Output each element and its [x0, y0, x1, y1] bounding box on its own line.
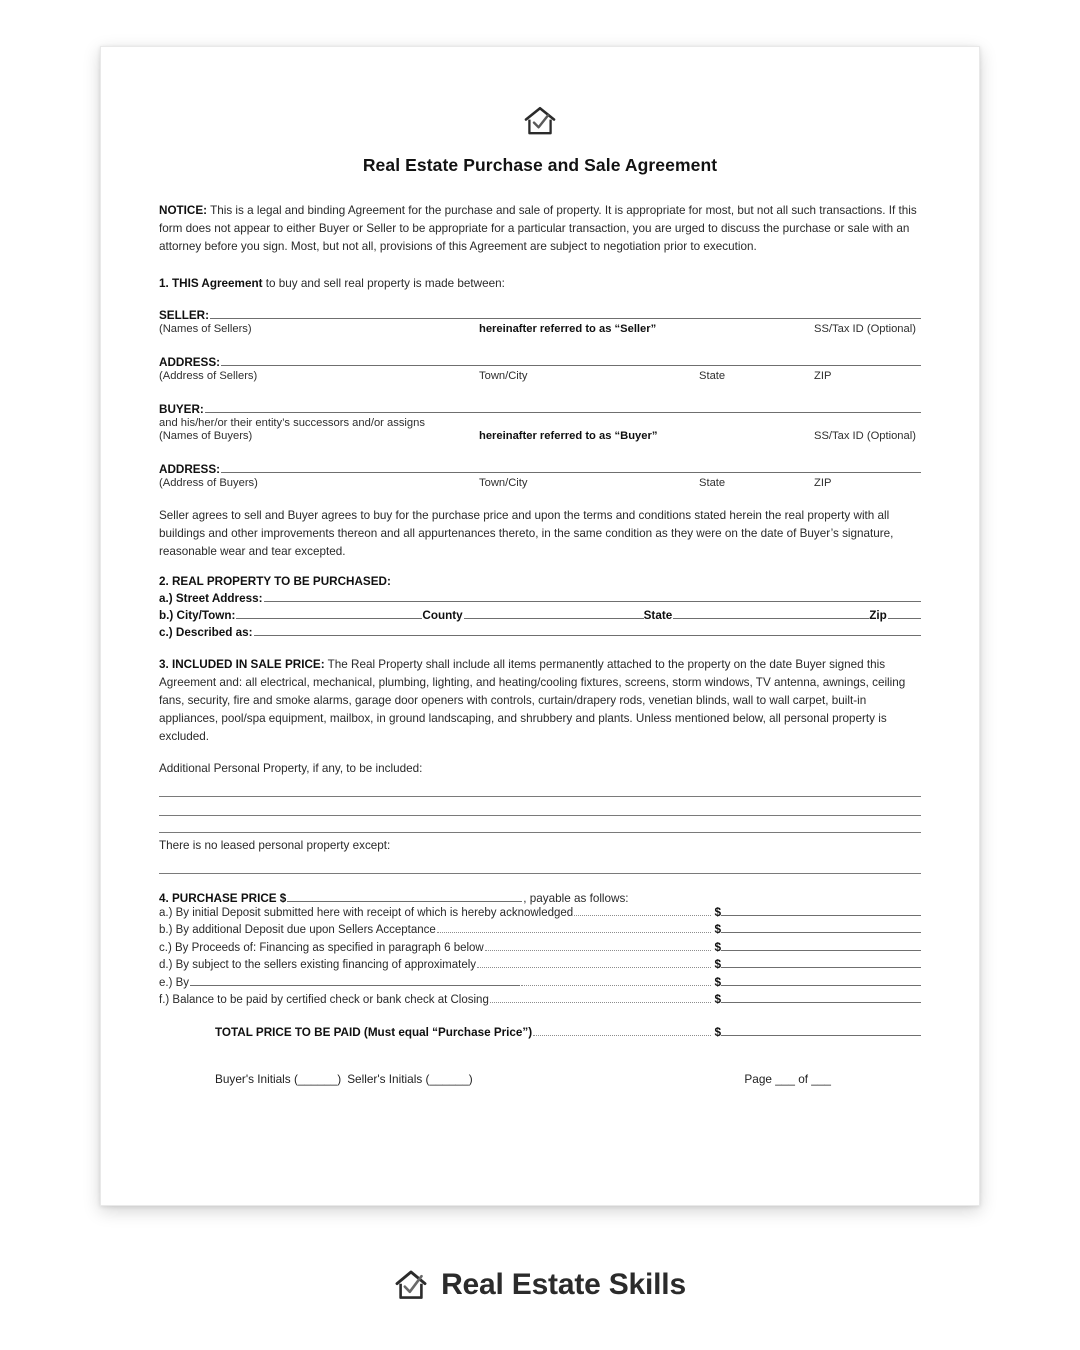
seller-input-rule[interactable]	[210, 307, 921, 319]
page-footer	[159, 1072, 921, 1086]
section2-zip-input-rule[interactable]	[888, 607, 921, 619]
seller-address-caption-state: State	[699, 370, 726, 383]
leased-property-rule-1[interactable]	[159, 855, 921, 874]
payment-line-d[interactable]	[159, 957, 921, 975]
section1-text: to buy and sell real property is made between:	[262, 277, 505, 291]
house-check-logo-icon	[394, 1268, 430, 1302]
payment-line-c[interactable]	[159, 940, 921, 958]
section2-zip-label: Zip	[869, 609, 887, 623]
seller-address-caption-zip: ZIP	[814, 370, 832, 383]
section2-described-input-rule[interactable]	[254, 624, 921, 636]
payment-line-e-amount-rule[interactable]	[721, 975, 921, 986]
purchase-price-input-rule[interactable]	[287, 890, 522, 902]
buyer-address-caption: (Address of Buyers)	[159, 477, 258, 490]
payment-line-c-dollar: $	[714, 939, 721, 954]
section2-county-label: County	[422, 609, 463, 623]
seller-address-field-row[interactable]	[159, 354, 921, 369]
notice-label: NOTICE:	[159, 204, 208, 217]
section3-paragraph	[159, 656, 921, 745]
payment-line-b-leader	[437, 924, 712, 933]
seller-field-row[interactable]	[159, 307, 921, 322]
buyer-address-input-rule[interactable]	[221, 461, 921, 473]
payment-line-c-text: c.) By Proceeds of: Financing as specified in paragraph 6 below	[159, 941, 484, 954]
leased-property-prompt: There is no leased personal property except:	[159, 839, 391, 853]
purchase-price-tail: , payable as follows:	[523, 891, 629, 905]
purchase-price-row[interactable]	[159, 890, 921, 905]
buyer-successors-line: and his/her/or their entity’s successors and/or assigns	[159, 417, 425, 430]
payment-line-e-leader	[521, 977, 711, 986]
section2-described-row[interactable]	[159, 624, 921, 639]
payment-line-d-leader	[477, 959, 711, 968]
seller-caption-taxid: SS/Tax ID (Optional)	[814, 323, 916, 336]
section2-described-label: c.) Described as:	[159, 626, 253, 640]
section3-text: The Real Property shall include all items permanently attached to the property on the date Buyer signed this Agreement and: all electrical, mechanical, plumbing, lighting, and heating/cooling fixtures, screens, storm windows, TV antenna, awnings, ceiling fans, security, fire and smoke alarms, garage door openers with controls, curtain/drapery rods, venetian blinds, wall to wall carpet, built-in appliances, pool/spa equipment, mailbox, in ground landscaping, and shrubbery and plants. Unless mentioned below, all personal property is excluded.	[159, 658, 906, 743]
payment-line-e[interactable]	[159, 975, 921, 993]
buyer-address-caption-town: Town/City	[479, 477, 528, 490]
section2-state-label: State	[643, 609, 673, 623]
payment-line-f-amount-rule[interactable]	[721, 992, 921, 1003]
seller-address-captions	[159, 370, 921, 387]
payment-line-d-text: d.) By subject to the sellers existing financing of approximately	[159, 959, 477, 972]
buyer-field-row[interactable]	[159, 401, 921, 416]
section2-street-label: a.) Street Address:	[159, 592, 263, 606]
payment-line-e-dollar: $	[714, 974, 721, 989]
buyer-input-rule[interactable]	[205, 401, 921, 413]
payment-line-f[interactable]	[159, 992, 921, 1010]
total-price-dollar: $	[714, 1024, 721, 1039]
buyer-initials[interactable]: Buyer's Initials (______)	[215, 1071, 342, 1086]
buyer-address-field-row[interactable]	[159, 461, 921, 476]
payment-line-d-dollar: $	[714, 957, 721, 972]
seller-address-caption-town: Town/City	[479, 370, 528, 383]
seller-captions	[159, 323, 921, 340]
payment-line-a[interactable]	[159, 905, 921, 923]
section2-city-input-rule[interactable]	[236, 607, 422, 619]
payment-line-f-text: f.) Balance to be paid by certified check or bank check at Closing	[159, 994, 489, 1007]
section2-city-row[interactable]	[159, 607, 921, 622]
payment-line-b-amount-rule[interactable]	[721, 922, 921, 933]
notice-text: This is a legal and binding Agreement for the purchase and sale of property. It is appropriate for most, but not all such transactions. If this form does not appear to either Buyer or Seller to be appropriate for a particular transaction, you are urged to discuss the purchase or sale with an attorney before you sign. Most, but not all, provisions of this Agreement are subject to negotiation prior to execution.	[159, 204, 917, 253]
notice-paragraph	[159, 202, 921, 255]
payment-line-a-text: a.) By initial Deposit submitted here with receipt of which is hereby acknowledged	[159, 906, 574, 919]
seller-label: SELLER:	[159, 309, 209, 323]
payment-line-f-leader	[490, 994, 712, 1003]
section2-street-row[interactable]	[159, 590, 921, 605]
payment-line-b-text: b.) By additional Deposit due upon Sellers Acceptance	[159, 924, 436, 937]
page-number: Page ___ of ___	[744, 1071, 831, 1086]
section3-label: 3. INCLUDED IN SALE PRICE:	[159, 658, 325, 672]
seller-caption-names: (Names of Sellers)	[159, 323, 252, 336]
section2-block	[159, 575, 921, 639]
buyer-address-caption-state: State	[699, 477, 726, 490]
section1-label: 1. THIS Agreement	[159, 277, 263, 291]
additional-property-rule-3[interactable]	[159, 816, 921, 833]
house-check-icon	[159, 105, 921, 137]
brand-name: Real Estate Skills	[441, 1268, 686, 1301]
payment-line-b[interactable]	[159, 922, 921, 940]
payment-line-d-amount-rule[interactable]	[721, 957, 921, 968]
total-price-row[interactable]	[159, 1025, 921, 1039]
payment-line-b-dollar: $	[714, 922, 721, 937]
payment-line-c-leader	[485, 942, 712, 951]
section2-street-input-rule[interactable]	[264, 590, 922, 602]
payment-line-a-dollar: $	[714, 904, 721, 919]
additional-property-rule-1[interactable]	[159, 778, 921, 797]
payment-line-a-leader	[574, 907, 711, 916]
additional-property-prompt: Additional Personal Property, if any, to be included:	[159, 762, 423, 776]
seller-initials[interactable]: Seller's Initials (______)	[347, 1071, 473, 1086]
buyer-address-caption-zip: ZIP	[814, 477, 832, 490]
section2-heading: 2. REAL PROPERTY TO BE PURCHASED:	[159, 575, 391, 589]
payment-line-f-dollar: $	[714, 992, 721, 1007]
buyer-captions	[159, 430, 921, 447]
buyer-caption-names: (Names of Buyers)	[159, 430, 253, 443]
buyer-address-block	[159, 461, 921, 494]
payment-line-c-amount-rule[interactable]	[721, 940, 921, 951]
section2-state-input-rule[interactable]	[673, 607, 869, 619]
buyer-caption-taxid: SS/Tax ID (Optional)	[814, 430, 916, 443]
buyer-caption-hereinafter: hereinafter referred to as “Buyer”	[479, 430, 658, 443]
total-price-leader	[533, 1027, 711, 1036]
buyer-address-captions	[159, 477, 921, 494]
seller-caption-hereinafter: hereinafter referred to as “Seller”	[479, 323, 657, 336]
seller-address-caption: (Address of Sellers)	[159, 370, 258, 383]
seller-address-label: ADDRESS:	[159, 356, 221, 370]
payment-line-e-description-rule[interactable]	[190, 975, 520, 986]
section2-county-input-rule[interactable]	[464, 607, 644, 619]
seller-block	[159, 307, 921, 340]
buyer-label: BUYER:	[159, 403, 204, 417]
brand-lockup	[394, 1268, 686, 1302]
document-page	[100, 46, 980, 1206]
agreement-paragraph: Seller agrees to sell and Buyer agrees to buy for the purchase price and upon the terms and conditions stated herein the real property with all buildings and other improvements thereon and all appurtenances thereto, in the same condition as they were on the date of Buyer’s signature, reasonable wear and tear excepted.	[159, 509, 894, 558]
section2-city-label: b.) City/Town:	[159, 609, 236, 623]
payment-lines-list	[159, 905, 921, 1010]
additional-property-rule-2[interactable]	[159, 797, 921, 816]
seller-address-block	[159, 354, 921, 387]
total-price-amount-rule[interactable]	[721, 1025, 921, 1036]
payment-line-a-amount-rule[interactable]	[721, 905, 921, 916]
buyer-block	[159, 401, 921, 447]
seller-address-input-rule[interactable]	[221, 354, 921, 366]
payment-line-e-text: e.) By	[159, 976, 190, 989]
purchase-price-label: 4. PURCHASE PRICE $	[159, 891, 287, 905]
buyer-address-label: ADDRESS:	[159, 463, 221, 477]
section1-intro	[159, 275, 921, 293]
total-price-label: TOTAL PRICE TO BE PAID (Must equal “Purchase Price”)	[215, 1025, 533, 1039]
page-title: Real Estate Purchase and Sale Agreement	[362, 155, 718, 175]
